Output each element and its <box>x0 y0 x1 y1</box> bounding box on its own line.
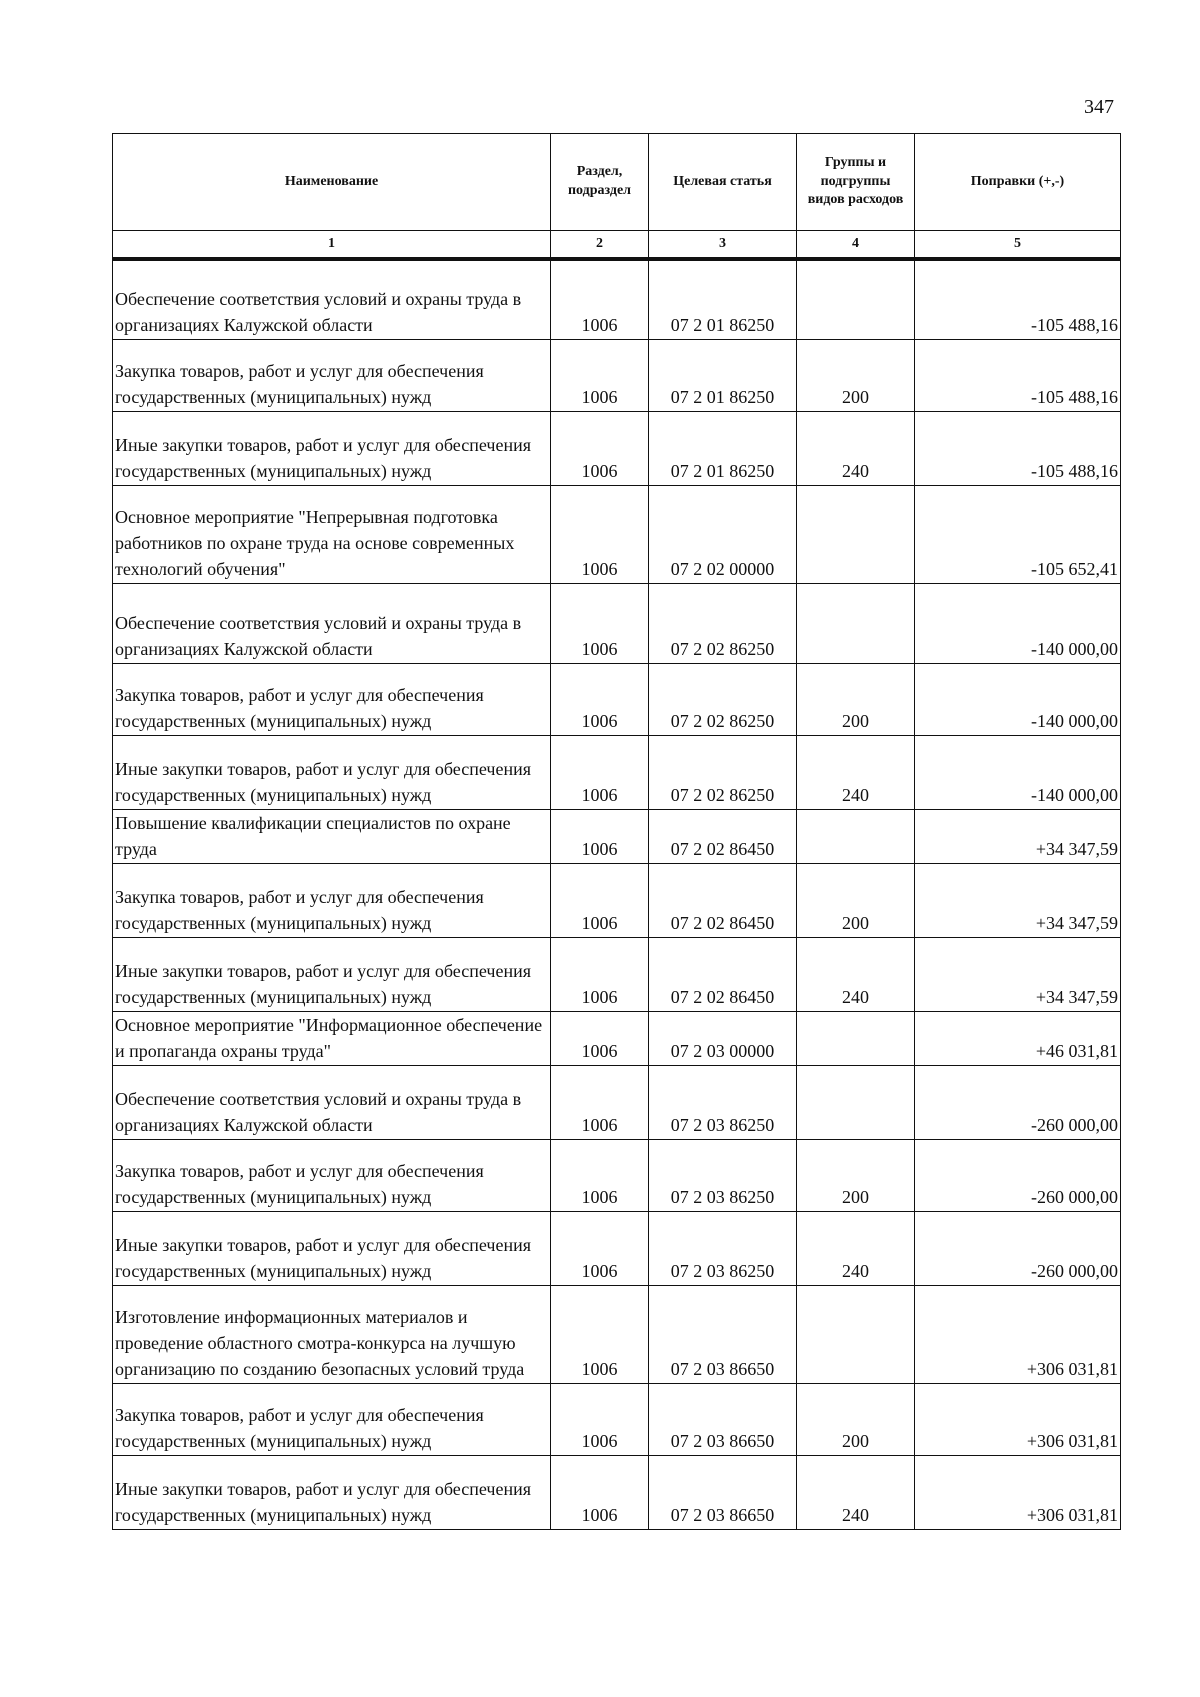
table-row <box>113 1065 1121 1139</box>
table-row <box>113 1455 1121 1529</box>
row-expense-group: 200 <box>797 1383 915 1455</box>
row-target-article: 07 2 03 86650 <box>649 1383 797 1455</box>
row-name: Обеспечение соответствия условий и охраны труда в организациях Калужской области <box>113 1065 551 1139</box>
column-number: 1 <box>113 231 551 260</box>
row-amount: +34 347,59 <box>915 809 1121 863</box>
row-section: 1006 <box>551 1139 649 1211</box>
row-section: 1006 <box>551 1455 649 1529</box>
row-amount: -140 000,00 <box>915 663 1121 735</box>
row-amount: -140 000,00 <box>915 735 1121 809</box>
row-expense-group: 240 <box>797 1455 915 1529</box>
row-expense-group <box>797 1011 915 1065</box>
row-amount: -105 488,16 <box>915 259 1121 339</box>
table-body <box>113 259 1121 1529</box>
table-row <box>113 1211 1121 1285</box>
row-expense-group: 240 <box>797 411 915 485</box>
row-section: 1006 <box>551 411 649 485</box>
row-amount: -260 000,00 <box>915 1065 1121 1139</box>
table-row <box>113 583 1121 663</box>
row-section: 1006 <box>551 809 649 863</box>
row-expense-group <box>797 809 915 863</box>
row-expense-group: 200 <box>797 339 915 411</box>
row-expense-group <box>797 583 915 663</box>
row-target-article: 07 2 01 86250 <box>649 259 797 339</box>
row-expense-group <box>797 485 915 583</box>
header-amendments: Поправки (+,-) <box>915 134 1121 231</box>
row-target-article: 07 2 01 86250 <box>649 411 797 485</box>
header-name: Наименование <box>113 134 551 231</box>
header-section: Раздел, подраздел <box>551 134 649 231</box>
row-section: 1006 <box>551 1211 649 1285</box>
row-section: 1006 <box>551 583 649 663</box>
row-target-article: 07 2 03 86250 <box>649 1211 797 1285</box>
row-section: 1006 <box>551 485 649 583</box>
row-section: 1006 <box>551 937 649 1011</box>
row-amount: +46 031,81 <box>915 1011 1121 1065</box>
row-section: 1006 <box>551 1065 649 1139</box>
row-name: Основное мероприятие "Информационное обеспечение и пропаганда охраны труда" <box>113 1011 551 1065</box>
row-amount: -105 488,16 <box>915 411 1121 485</box>
row-name: Закупка товаров, работ и услуг для обеспечения государственных (муниципальных) нужд <box>113 863 551 937</box>
row-section: 1006 <box>551 1011 649 1065</box>
row-name: Иные закупки товаров, работ и услуг для обеспечения государственных (муниципальных) нужд <box>113 1211 551 1285</box>
row-section: 1006 <box>551 1383 649 1455</box>
table-row <box>113 411 1121 485</box>
row-amount: -105 652,41 <box>915 485 1121 583</box>
table-row <box>113 1285 1121 1383</box>
row-name: Закупка товаров, работ и услуг для обеспечения государственных (муниципальных) нужд <box>113 339 551 411</box>
row-section: 1006 <box>551 663 649 735</box>
row-expense-group <box>797 259 915 339</box>
row-target-article: 07 2 02 86450 <box>649 863 797 937</box>
row-amount: +306 031,81 <box>915 1455 1121 1529</box>
row-target-article: 07 2 03 86650 <box>649 1455 797 1529</box>
budget-amendments-table <box>112 133 1121 1530</box>
row-section: 1006 <box>551 863 649 937</box>
row-name: Повышение квалификации специалистов по охране труда <box>113 809 551 863</box>
row-target-article: 07 2 02 86250 <box>649 583 797 663</box>
row-expense-group <box>797 1065 915 1139</box>
column-number: 3 <box>649 231 797 260</box>
row-name: Обеспечение соответствия условий и охраны труда в организациях Калужской области <box>113 259 551 339</box>
row-name: Основное мероприятие "Непрерывная подготовка работников по охране труда на основе современных технологий обучения" <box>113 485 551 583</box>
column-number: 2 <box>551 231 649 260</box>
row-target-article: 07 2 03 86250 <box>649 1139 797 1211</box>
row-expense-group: 240 <box>797 735 915 809</box>
row-amount: -140 000,00 <box>915 583 1121 663</box>
table-row <box>113 863 1121 937</box>
page-number: 347 <box>1084 96 1114 118</box>
table-row <box>113 1383 1121 1455</box>
row-name: Иные закупки товаров, работ и услуг для обеспечения государственных (муниципальных) нужд <box>113 735 551 809</box>
row-target-article: 07 2 03 86250 <box>649 1065 797 1139</box>
row-section: 1006 <box>551 339 649 411</box>
row-name: Обеспечение соответствия условий и охраны труда в организациях Калужской области <box>113 583 551 663</box>
row-target-article: 07 2 02 86450 <box>649 937 797 1011</box>
table-row <box>113 937 1121 1011</box>
row-expense-group: 200 <box>797 863 915 937</box>
row-amount: +306 031,81 <box>915 1383 1121 1455</box>
row-amount: -260 000,00 <box>915 1139 1121 1211</box>
row-target-article: 07 2 02 86450 <box>649 809 797 863</box>
table-row <box>113 735 1121 809</box>
row-name: Закупка товаров, работ и услуг для обеспечения государственных (муниципальных) нужд <box>113 663 551 735</box>
row-name: Иные закупки товаров, работ и услуг для обеспечения государственных (муниципальных) нужд <box>113 1455 551 1529</box>
table-row <box>113 1011 1121 1065</box>
row-amount: +306 031,81 <box>915 1285 1121 1383</box>
row-amount: +34 347,59 <box>915 863 1121 937</box>
column-number: 5 <box>915 231 1121 260</box>
row-name: Иные закупки товаров, работ и услуг для обеспечения государственных (муниципальных) нужд <box>113 411 551 485</box>
row-amount: +34 347,59 <box>915 937 1121 1011</box>
header-target-article: Целевая статья <box>649 134 797 231</box>
row-name: Закупка товаров, работ и услуг для обеспечения государственных (муниципальных) нужд <box>113 1139 551 1211</box>
row-target-article: 07 2 02 86250 <box>649 663 797 735</box>
row-target-article: 07 2 01 86250 <box>649 339 797 411</box>
row-expense-group: 200 <box>797 663 915 735</box>
table-row <box>113 809 1121 863</box>
row-section: 1006 <box>551 1285 649 1383</box>
column-number-row <box>113 231 1121 260</box>
row-expense-group <box>797 1285 915 1383</box>
row-target-article: 07 2 03 86650 <box>649 1285 797 1383</box>
row-expense-group: 200 <box>797 1139 915 1211</box>
row-expense-group: 240 <box>797 1211 915 1285</box>
row-target-article: 07 2 02 00000 <box>649 485 797 583</box>
header-row <box>113 134 1121 231</box>
table-row <box>113 663 1121 735</box>
header-expense-groups: Группы и подгруппы видов расходов <box>797 134 915 231</box>
row-section: 1006 <box>551 735 649 809</box>
row-target-article: 07 2 02 86250 <box>649 735 797 809</box>
row-expense-group: 240 <box>797 937 915 1011</box>
row-name: Закупка товаров, работ и услуг для обеспечения государственных (муниципальных) нужд <box>113 1383 551 1455</box>
row-amount: -260 000,00 <box>915 1211 1121 1285</box>
row-target-article: 07 2 03 00000 <box>649 1011 797 1065</box>
table-row <box>113 1139 1121 1211</box>
column-number: 4 <box>797 231 915 260</box>
row-amount: -105 488,16 <box>915 339 1121 411</box>
row-name: Иные закупки товаров, работ и услуг для обеспечения государственных (муниципальных) нужд <box>113 937 551 1011</box>
row-section: 1006 <box>551 259 649 339</box>
table-row <box>113 485 1121 583</box>
table-row <box>113 339 1121 411</box>
table-row <box>113 259 1121 339</box>
row-name: Изготовление информационных материалов и проведение областного смотра-конкурса на лучшую организацию по созданию безопасных условий труда <box>113 1285 551 1383</box>
